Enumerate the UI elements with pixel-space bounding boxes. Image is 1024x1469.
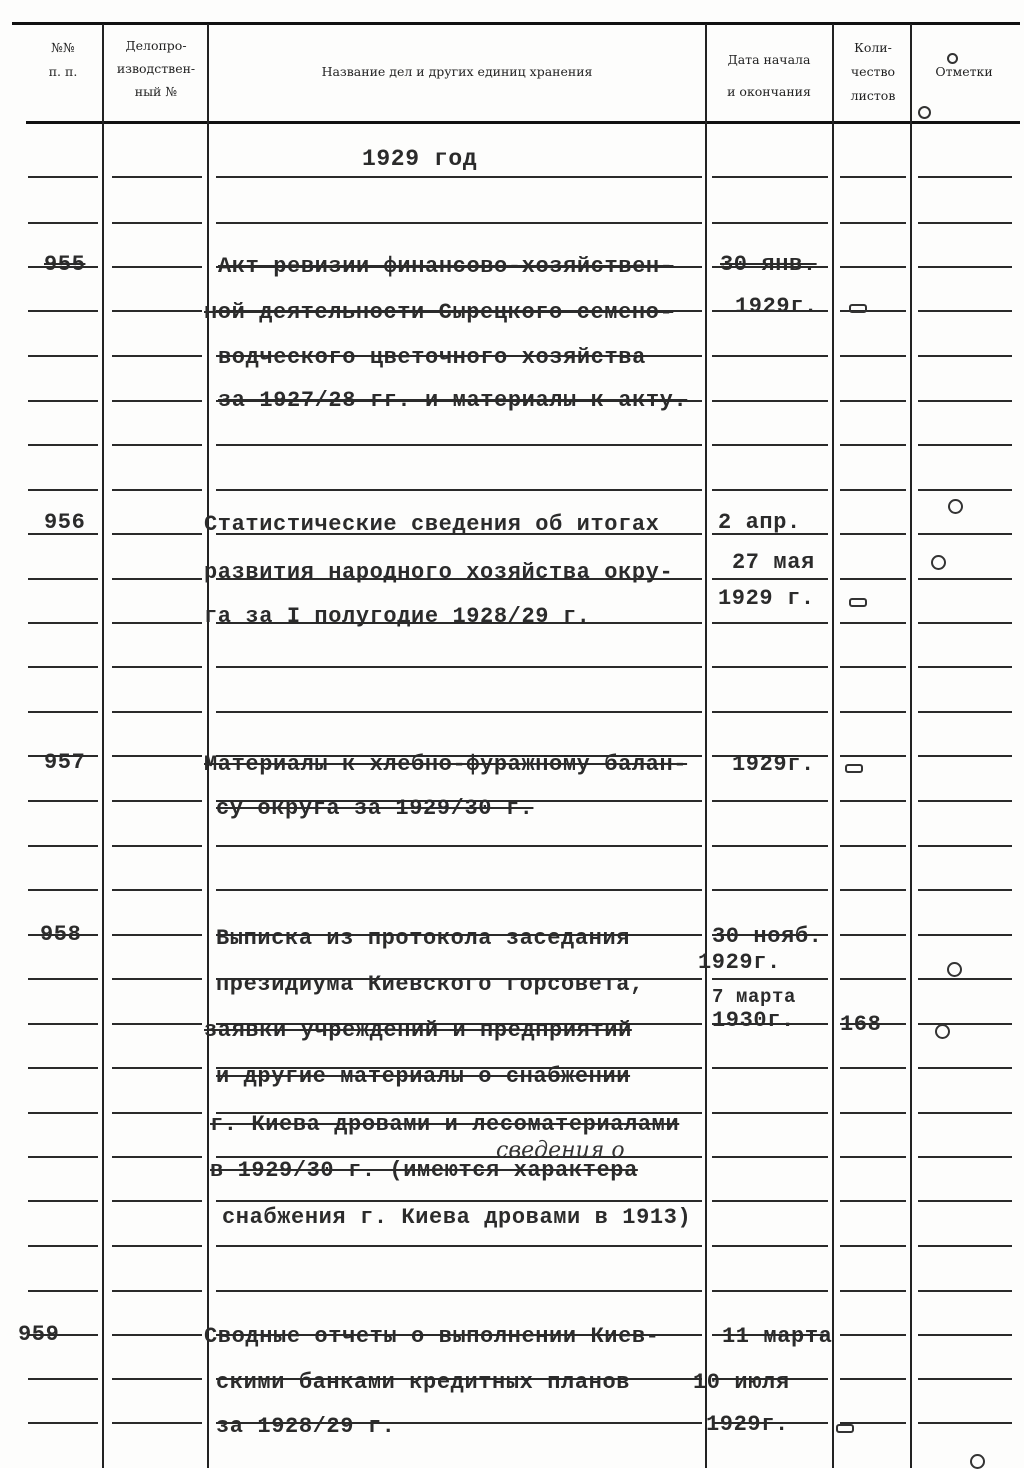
ruled-line <box>840 1245 906 1247</box>
ruled-line <box>112 755 202 757</box>
ruled-line <box>918 1245 1012 1247</box>
ruled-line <box>112 1245 202 1247</box>
ruled-line <box>918 355 1012 357</box>
section-title: 1929 год <box>362 146 478 172</box>
ruled-line <box>112 800 202 802</box>
ruled-line <box>112 666 202 668</box>
ruled-line <box>712 1245 828 1247</box>
circle-mark-icon <box>970 1454 985 1469</box>
entry-date-line: 1930г. <box>712 1008 795 1033</box>
ruled-line <box>840 1378 906 1380</box>
ruled-line <box>712 1112 828 1114</box>
ruled-line <box>216 222 702 224</box>
dash-mark-icon <box>845 764 863 773</box>
ruled-line <box>840 934 906 936</box>
ruled-line <box>840 978 906 980</box>
entry-date-line: 27 мая <box>732 550 815 575</box>
ruled-line <box>840 266 906 268</box>
entry-title-line: и другие материалы о снабжении <box>216 1064 631 1089</box>
ruled-line <box>112 1067 202 1069</box>
ruled-line <box>712 578 828 580</box>
ruled-line <box>918 400 1012 402</box>
column-divider-5 <box>910 24 912 1468</box>
entry-number: 958 <box>40 922 82 947</box>
entry-title-line: Выписка из протокола заседания <box>216 926 631 951</box>
circle-mark-icon <box>931 555 946 570</box>
ruled-line <box>712 978 828 980</box>
ruled-line <box>840 533 906 535</box>
ruled-line <box>28 176 98 178</box>
ruled-line <box>28 1156 98 1158</box>
header-col-dates <box>708 44 830 108</box>
header-col-number-line1: №№ <box>51 40 75 55</box>
column-divider-1 <box>102 24 104 1468</box>
ruled-line <box>112 176 202 178</box>
ruled-line <box>28 578 98 580</box>
ruled-line <box>112 266 202 268</box>
entry-number: 956 <box>44 510 86 535</box>
ruled-line <box>28 978 98 980</box>
ruled-line <box>112 978 202 980</box>
ruled-line <box>840 711 906 713</box>
dash-mark-icon <box>849 598 867 607</box>
entry-date-line: 1929г. <box>735 294 818 319</box>
ruled-line <box>216 444 702 446</box>
ruled-line <box>918 978 1012 980</box>
entry-number: 955 <box>44 252 86 277</box>
ruled-line <box>712 1156 828 1158</box>
ruled-line <box>712 400 828 402</box>
header-col-notes: Отметки <box>935 64 993 79</box>
entry-title-line: га за I полугодие 1928/29 г. <box>204 604 591 629</box>
ruled-line <box>918 1378 1012 1380</box>
dash-mark-icon <box>836 1424 854 1433</box>
ruled-line <box>28 1422 98 1424</box>
entry-title-line: Акт ревизии финансово-хозяйствен- <box>218 254 674 279</box>
entry-title-line: Статистические сведения об итогах <box>204 512 660 537</box>
ruled-line <box>216 845 702 847</box>
ruled-line <box>840 355 906 357</box>
circle-mark-icon <box>918 106 931 119</box>
ruled-line <box>216 711 702 713</box>
column-divider-2 <box>207 24 209 1468</box>
entry-date-line: 1929г. <box>732 752 815 777</box>
entry-title-line: в 1929/30 г. (имеются характера <box>210 1158 638 1183</box>
ruled-line <box>28 1067 98 1069</box>
ruled-line <box>28 1378 98 1380</box>
ruled-line <box>918 444 1012 446</box>
entry-date-line: 30 нояб. <box>712 924 823 949</box>
ruled-line <box>28 400 98 402</box>
header-col-sheets-line1: Коли- <box>854 40 892 55</box>
ruled-line <box>216 489 702 491</box>
header-col-sheets-line3: листов <box>850 88 896 103</box>
dash-mark-icon <box>849 304 867 313</box>
ruled-line <box>918 1156 1012 1158</box>
entry-date-line: 10 июля <box>693 1370 790 1395</box>
handwritten-insertion: сведения о <box>496 1138 625 1163</box>
ruled-line <box>216 1290 702 1292</box>
ruled-line <box>712 489 828 491</box>
header-col-office-line1: Делопро- <box>125 38 187 53</box>
circle-mark-icon <box>947 962 962 977</box>
ruled-line <box>216 1200 702 1202</box>
entry-title-line: заявки учреждений и предприятий <box>204 1018 632 1043</box>
ruled-line <box>112 1200 202 1202</box>
ruled-line <box>840 1067 906 1069</box>
ruled-line <box>712 176 828 178</box>
ruled-line <box>28 800 98 802</box>
ruled-line <box>112 578 202 580</box>
ruled-line <box>840 1334 906 1336</box>
ruled-line <box>28 310 98 312</box>
ruled-line <box>112 711 202 713</box>
ruled-line <box>712 889 828 891</box>
entry-title-line: снабжения г. Киева дровами в 1913) <box>222 1205 692 1230</box>
ruled-line <box>712 845 828 847</box>
ruled-line <box>918 1200 1012 1202</box>
ruled-line <box>28 1023 98 1025</box>
ruled-line <box>712 622 828 624</box>
ruled-line <box>918 310 1012 312</box>
ruled-line <box>112 1112 202 1114</box>
ruled-line <box>112 222 202 224</box>
ruled-line <box>918 800 1012 802</box>
header-col-dates-line2: и окончания <box>727 84 811 99</box>
entry-date-line: 2 апр. <box>718 510 801 535</box>
ruled-line <box>918 755 1012 757</box>
ruled-line <box>840 1112 906 1114</box>
entry-sheets: 168 <box>840 1012 882 1037</box>
entry-date-line: 1929 г. <box>718 586 815 611</box>
ruled-line <box>712 355 828 357</box>
ruled-line <box>918 222 1012 224</box>
entry-date-line: 7 марта <box>712 986 797 1008</box>
ruled-line <box>112 845 202 847</box>
ruled-line <box>918 934 1012 936</box>
ruled-line <box>918 1334 1012 1336</box>
ruled-line <box>112 1290 202 1292</box>
ruled-line <box>840 444 906 446</box>
ruled-line <box>112 1334 202 1336</box>
ruled-line <box>840 578 906 580</box>
header-bottom-rule <box>26 121 1020 124</box>
ruled-line <box>918 711 1012 713</box>
ruled-line <box>840 1290 906 1292</box>
ruled-line <box>112 934 202 936</box>
entry-title-line: за 1927/28 гг. и материалы к акту. <box>218 388 688 413</box>
ruled-line <box>918 845 1012 847</box>
ruled-line <box>712 1200 828 1202</box>
ruled-line <box>28 355 98 357</box>
column-divider-4 <box>832 24 834 1468</box>
ruled-line <box>918 489 1012 491</box>
ruled-line <box>112 444 202 446</box>
header-col-title: Название дел и других единиц хранения <box>321 64 593 79</box>
ruled-line <box>28 889 98 891</box>
ruled-line <box>918 266 1012 268</box>
entry-title-line: Материалы к хлебно-фуражному балан- <box>204 752 688 777</box>
ruled-line <box>918 176 1012 178</box>
ruled-line <box>28 622 98 624</box>
header-col-dates-line1: Дата начала <box>727 52 811 67</box>
ruled-line <box>840 666 906 668</box>
header-col-office-number <box>106 34 206 103</box>
ruled-line <box>216 666 702 668</box>
ruled-line <box>918 889 1012 891</box>
ruled-line <box>712 1067 828 1069</box>
ruled-line <box>28 845 98 847</box>
ruled-line <box>712 800 828 802</box>
ruled-line <box>712 1290 828 1292</box>
column-divider-3 <box>705 24 707 1468</box>
circle-mark-icon <box>948 499 963 514</box>
entry-title-line: водческого цветочного хозяйства <box>218 345 646 370</box>
ruled-line <box>112 400 202 402</box>
ruled-line <box>216 1245 702 1247</box>
ruled-line <box>840 222 906 224</box>
ruled-line <box>28 1112 98 1114</box>
ruled-line <box>112 1023 202 1025</box>
ruled-line <box>712 711 828 713</box>
ruled-line <box>112 489 202 491</box>
circle-mark-icon <box>935 1024 950 1039</box>
ruled-line <box>712 444 828 446</box>
circle-mark-icon <box>947 53 958 64</box>
entry-number: 959 <box>18 1322 60 1347</box>
header-col-number-line2: п. п. <box>48 64 78 79</box>
entry-title-line: развития народного хозяйства окру- <box>204 560 674 585</box>
ruled-line <box>216 176 702 178</box>
ruled-line <box>840 489 906 491</box>
entry-number: 957 <box>44 750 86 775</box>
ruled-line <box>28 1290 98 1292</box>
ruled-line <box>28 711 98 713</box>
ruled-line <box>918 578 1012 580</box>
entry-title-line: су округа за 1929/30 г. <box>216 796 534 821</box>
ruled-line <box>840 800 906 802</box>
ruled-line <box>28 444 98 446</box>
ruled-line <box>28 1245 98 1247</box>
ruled-line <box>918 1067 1012 1069</box>
ruled-line <box>712 222 828 224</box>
ruled-line <box>840 1200 906 1202</box>
ruled-line <box>28 1200 98 1202</box>
entry-title-line: за 1928/29 г. <box>216 1414 396 1439</box>
ruled-line <box>112 1156 202 1158</box>
header-col-number <box>30 36 96 84</box>
ruled-line <box>918 1422 1012 1424</box>
ruled-line <box>918 533 1012 535</box>
ruled-line <box>28 489 98 491</box>
ruled-line <box>840 755 906 757</box>
header-top-rule <box>12 22 1020 25</box>
ruled-line <box>840 1156 906 1158</box>
header-col-office-line2: изводствен- <box>116 61 196 76</box>
ruled-line <box>112 310 202 312</box>
entry-title-line: ной деятельности Сырецкого семено- <box>204 300 674 325</box>
entry-title-line: скими банками кредитных планов <box>216 1370 631 1395</box>
ruled-line <box>840 176 906 178</box>
ruled-line <box>918 666 1012 668</box>
entry-date-line: 11 марта <box>722 1324 833 1349</box>
header-col-office-line3: ный № <box>134 84 178 99</box>
ruled-line <box>918 1023 1012 1025</box>
ruled-line <box>112 622 202 624</box>
ruled-line <box>112 889 202 891</box>
ruled-line <box>918 1112 1012 1114</box>
ruled-line <box>840 889 906 891</box>
ruled-line <box>28 666 98 668</box>
entry-date-line: 1929г. <box>698 950 781 975</box>
ruled-line <box>28 222 98 224</box>
entry-title-line: президиума Киевского горсовета, <box>216 972 644 997</box>
ruled-line <box>918 622 1012 624</box>
ruled-line <box>112 1422 202 1424</box>
entry-date-line: 30 янв. <box>720 252 817 277</box>
ruled-line <box>840 622 906 624</box>
ruled-line <box>840 845 906 847</box>
ruled-line <box>712 666 828 668</box>
header-col-sheets <box>836 36 910 108</box>
ruled-line <box>112 1378 202 1380</box>
header-col-sheets-line2: чество <box>850 64 896 79</box>
ruled-line <box>112 355 202 357</box>
ruled-line <box>840 400 906 402</box>
entry-title-line: г. Киева дровами и лесоматериалами <box>210 1112 680 1137</box>
ruled-line <box>112 533 202 535</box>
entry-date-line: 1929г. <box>706 1412 789 1437</box>
entry-title-line: Сводные отчеты о выполнении Киев- <box>204 1324 660 1349</box>
ruled-line <box>918 1290 1012 1292</box>
ruled-line <box>216 889 702 891</box>
